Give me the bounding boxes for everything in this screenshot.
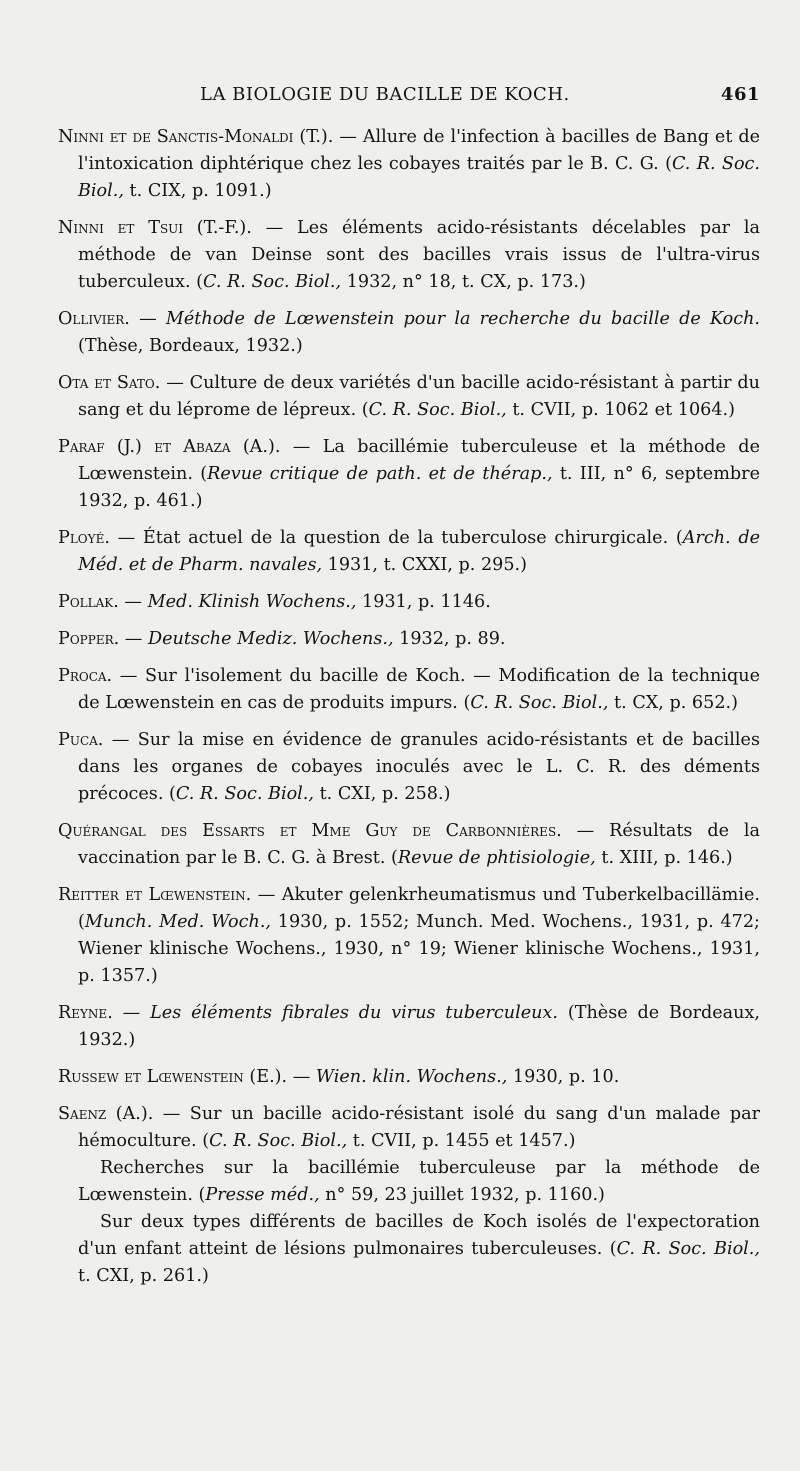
entry-text: —: [112, 1003, 151, 1023]
entry-author: Puca.: [58, 730, 104, 750]
entry-citation: Arch. de Méd. et de Pharm. navales,: [78, 528, 761, 575]
bibliography-entry: [58, 1101, 760, 1155]
bibliography-entry: [58, 1000, 760, 1054]
entry-author: Reitter et Lœwenstein.: [58, 885, 252, 905]
entry-tail: t. CVII, p. 1455 et 1457.): [347, 1131, 576, 1151]
entry-citation: Med. Klinish Wochens.,: [147, 592, 357, 612]
entry-citation: C. R. Soc. Biol.,: [78, 154, 760, 201]
entry-tail: t. CIX, p. 1091.): [123, 181, 272, 201]
entry-tail: t. CXI, p. 261.): [78, 1266, 209, 1286]
entry-text: — Culture de deux variétés d'un bacille acido-résistant à partir du sang et du léprome de lépreux. (: [78, 373, 760, 420]
entry-text: —: [287, 1067, 316, 1087]
entry-tail: 1932, n° 18, t. CX, p. 173.): [341, 272, 586, 292]
entry-tail: (Thèse, Bordeaux, 1932.): [78, 336, 303, 356]
entry-text: — Allure de l'infection à bacilles de Bang et de l'intoxication diphtérique chez les cobayes traités par le B. C. G. (: [78, 127, 760, 174]
bibliography-entry: [58, 525, 760, 579]
entry-tail: t. III, n° 6, septembre 1932, p. 461.): [78, 464, 760, 511]
entry-author: Popper.: [58, 629, 120, 649]
entry-author: Ployé.: [58, 528, 110, 548]
entry-tail: t. CX, p. 652.): [608, 693, 738, 713]
entry-tail: n° 59, 23 juillet 1932, p. 1160.): [319, 1185, 605, 1205]
entry-author: Reyne.: [58, 1003, 113, 1023]
bibliography-entry: [58, 882, 760, 990]
entry-text: — Sur la mise en évidence de granules acido-résistants et de bacilles dans les organes de cobayes inoculés avec le L. C. R. des déments précoces. (: [78, 730, 760, 804]
entry-tail: t. CXI, p. 258.): [313, 784, 451, 804]
entry-author: Pollak.: [58, 592, 119, 612]
entry-text: Recherches sur la bacillémie tuberculeuse par la méthode de Lœwenstein. (: [78, 1158, 760, 1205]
entry-tail: 1932, p. 89.: [393, 629, 506, 649]
bibliography-list: [58, 124, 760, 1290]
entry-citation: Méthode de Lœwenstein pour la recherche du bacille de Koch.: [165, 309, 760, 329]
entry-author: Paraf (J.) et Abaza (A.).: [58, 437, 281, 457]
entry-citation: C. R. Soc. Biol.,: [616, 1239, 760, 1259]
entry-author: Russew et Lœwenstein (E.).: [58, 1067, 288, 1087]
bibliography-entry: [58, 124, 760, 205]
running-header: [58, 84, 760, 114]
entry-citation: C. R. Soc. Biol.,: [175, 784, 314, 804]
bibliography-entry: [58, 1064, 760, 1091]
entry-author: Ninni et Tsui (T.-F.).: [58, 218, 252, 238]
entry-text: Sur deux types différents de bacilles de Koch isolés de l'expectoration d'un enfant atteint de lésions pulmonaires tuberculeuses. (: [78, 1212, 760, 1259]
entry-text: — Résultats de la vaccination par le B. C. G. à Brest. (: [78, 821, 761, 868]
entry-tail: 1931, p. 1146.: [356, 592, 491, 612]
entry-citation: Les éléments fibrales du virus tuberculeux.: [150, 1003, 558, 1023]
entry-text: — Sur un bacille acido-résistant isolé du sang d'un malade par hémoculture. (: [78, 1104, 760, 1151]
entry-text: — Sur l'isolement du bacille de Koch. — Modification de la technique de Lœwenstein en cas de produits impurs. (: [78, 666, 760, 713]
bibliography-entry: [58, 818, 760, 872]
entry-author: Quérangal des Essarts et Mme Guy de Carbonnières.: [58, 821, 562, 841]
bibliography-entry: [58, 589, 760, 616]
entry-text: — Akuter gelenkrheumatismus und Tuberkelbacillämie. (: [78, 885, 760, 932]
bibliography-entry: [58, 370, 760, 424]
bibliography-entry: [58, 663, 760, 717]
entry-text: — La bacillémie tuberculeuse et la méthode de Lœwenstein. (: [78, 437, 760, 484]
entry-citation: C. R. Soc. Biol.,: [368, 400, 507, 420]
page-number: 461: [720, 84, 760, 105]
entry-tail: 1930, p. 1552; Munch. Med. Wochens., 1931, p. 472; Wiener klinische Wochens., 1930, n° 19; Wiener klinische Wochens., 1931, p. 1357.): [78, 912, 760, 986]
entry-author: Ninni et de Sanctis-Monaldi (T.).: [58, 127, 334, 147]
bibliography-entry: [58, 215, 760, 296]
running-title: LA BIOLOGIE DU BACILLE DE KOCH.: [200, 84, 570, 105]
entry-tail: 1930, p. 10.: [507, 1067, 620, 1087]
entry-citation: Wien. klin. Wochens.,: [315, 1067, 508, 1087]
entry-citation: C. R. Soc. Biol.,: [470, 693, 609, 713]
entry-citation: C. R. Soc. Biol.,: [203, 272, 342, 292]
bibliography-entry: [58, 626, 760, 653]
bibliography-entry: [58, 434, 760, 515]
entry-author: Saenz (A.).: [58, 1104, 154, 1124]
entry-text: —: [129, 309, 166, 329]
entry-text: — Les éléments acido-résistants décelables par la méthode de van Deinse sont des bacilles vrais issus de l'ultra-virus tuberculeux. (: [78, 218, 760, 292]
entry-text: —: [119, 629, 148, 649]
entry-text: —: [118, 592, 148, 612]
entry-continuation: [58, 1209, 760, 1290]
entry-tail: (Thèse de Bordeaux, 1932.): [78, 1003, 760, 1050]
entry-citation: Munch. Med. Woch.,: [84, 912, 272, 932]
entry-citation: Presse méd.,: [205, 1185, 320, 1205]
entry-citation: Revue critique de path. et de thérap.,: [207, 464, 553, 484]
entry-citation: Deutsche Mediz. Wochens.,: [148, 629, 394, 649]
bibliography-entry: [58, 727, 760, 808]
entry-citation: Revue de phtisiologie,: [397, 848, 596, 868]
entry-tail: 1931, t. CXXI, p. 295.): [322, 555, 528, 575]
entry-author: Ota et Sato.: [58, 373, 161, 393]
entry-author: Ollivier.: [58, 309, 130, 329]
entry-author: Proca.: [58, 666, 113, 686]
entry-text: — État actuel de la question de la tuberculose chirurgicale. (: [109, 528, 683, 548]
bibliography-entry: [58, 306, 760, 360]
entry-tail: t. XIII, p. 146.): [595, 848, 733, 868]
entry-continuation: [58, 1155, 760, 1209]
entry-citation: C. R. Soc. Biol.,: [209, 1131, 348, 1151]
entry-tail: t. CVII, p. 1062 et 1064.): [506, 400, 735, 420]
